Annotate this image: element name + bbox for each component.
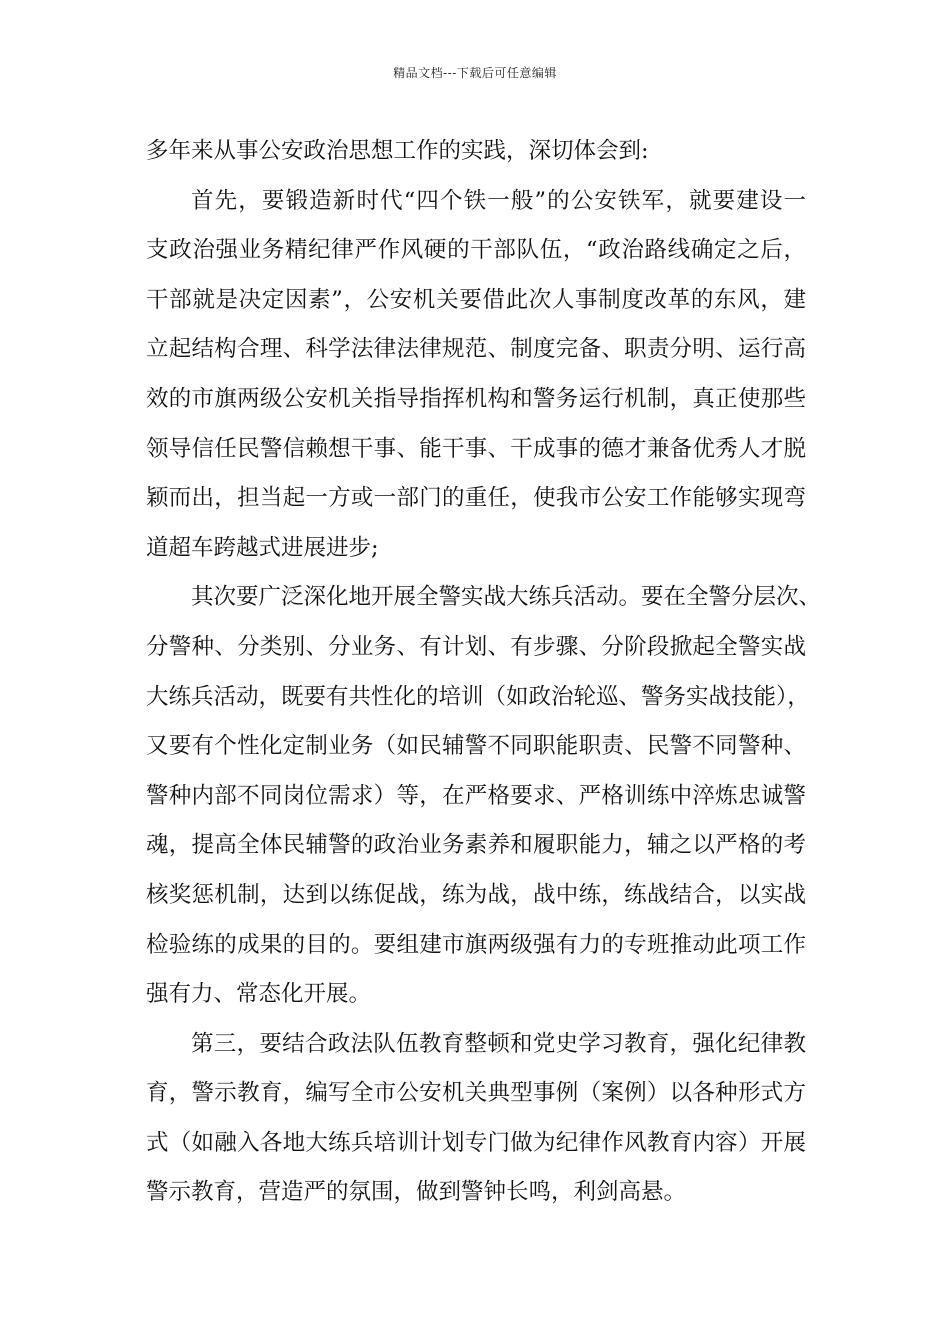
text-line: 检验练的成果的目的。要组建市旗两级强有力的专班推动此项工作 xyxy=(146,931,806,958)
text-line: 领导信任民警信赖想干事、能干事、干成事的德才兼备优秀人才脱 xyxy=(146,435,806,462)
text-line: 警种内部不同岗位需求）等，在严格要求、严格训练中淬炼忠诚警 xyxy=(146,782,806,809)
text-line: 干部就是决定因素”，公安机关要借此次人事制度改革的东风，建 xyxy=(146,286,806,313)
text-line: 效的市旗两级公安机关指导指挥机构和警务运行机制，真正使那些 xyxy=(146,385,806,412)
text-line: 首先，要锻造新时代“四个铁一般”的公安铁军，就要建设一 xyxy=(191,187,806,214)
text-line: 颖而出，担当起一方或一部门的重任，使我市公安工作能够实现弯 xyxy=(146,485,806,512)
text-line: 魂，提高全体民辅警的政治业务素养和履职能力，辅之以严格的考 xyxy=(146,832,806,859)
text-line: 式（如融入各地大练兵培训计划专门做为纪律作风教育内容）开展 xyxy=(146,1129,806,1156)
text-line: 育，警示教育，编写全市公安机关典型事例（案例）以各种形式方 xyxy=(146,1080,806,1107)
text-line: 立起结构合理、科学法律法律规范、制度完备、职责分明、运行高 xyxy=(146,336,806,363)
text-line: 大练兵活动，既要有共性化的培训（如政治轮巡、警务实战技能）， xyxy=(146,683,810,710)
text-line: 多年来从事公安政治思想工作的实践，深切体会到: xyxy=(146,138,649,164)
text-line: 分警种、分类别、分业务、有计划、有步骤、分阶段掀起全警实战 xyxy=(146,633,806,660)
text-line: 支政治强业务精纪律严作风硬的干部队伍，“政治路线确定之后， xyxy=(146,237,806,264)
text-line: 第三，要结合政法队伍教育整顿和党史学习教育，强化纪律教 xyxy=(191,1030,806,1057)
text-line: 道超车跨越式进展进步; xyxy=(146,534,379,561)
text-line: 核奖惩机制，达到以练促战，练为战，战中练，练战结合，以实战 xyxy=(146,881,806,908)
text-line: 其次要广泛深化地开展全警实战大练兵活动。要在全警分层次、 xyxy=(191,584,822,611)
text-line: 强有力、常态化开展。 xyxy=(146,981,372,1008)
text-line: 又要有个性化定制业务（如民辅警不同职能职责、民警不同警种、 xyxy=(146,733,806,760)
page-header: 精品文档---下载后可任意编辑 xyxy=(393,66,557,80)
document-body xyxy=(146,127,822,1218)
text-line: 警示教育，营造严的氛围，做到警钟长鸣，利剑高悬。 xyxy=(146,1179,687,1206)
